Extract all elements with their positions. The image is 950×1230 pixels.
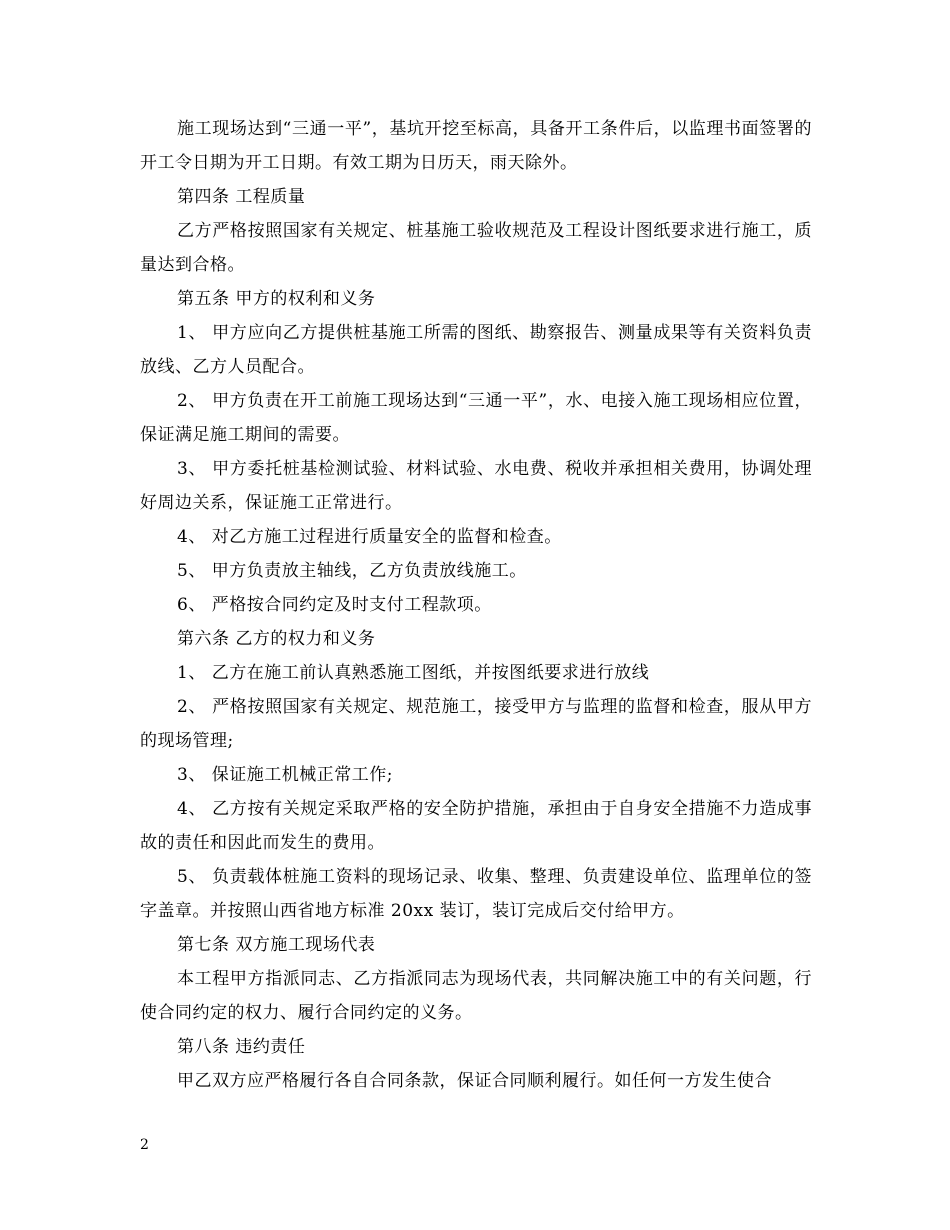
paragraph-construction-start: 施工现场达到“三通一平”，基坑开挖至标高，具备开工条件后，以监理书面签署的开工令日期为开工日期。有效工期为日历天，雨天除外。 [140,119,812,173]
page-number: 2 [140,1137,149,1153]
list-item-party-a-5: 5、 甲方负责放主轴线，乙方负责放线施工。 [177,561,527,581]
list-item-party-b-5: 5、 负责载体桩施工资料的现场记录、收集、整理、负责建设单位、监理单位的签字盖章。并按照山西省地方标准 20xx 装订，装订完成后交付给甲方。 [140,867,812,921]
list-item-party-b-3: 3、 保证施工机械正常工作; [177,765,393,785]
heading-article-4: 第四条 工程质量 [177,187,306,207]
paragraph-site-representatives: 本工程甲方指派同志、乙方指派同志为现场代表，共同解决施工中的有关问题，行使合同约定的权力、履行合同约定的义务。 [140,969,812,1023]
list-item-party-a-1: 1、 甲方应向乙方提供桩基施工所需的图纸、勘察报告、测量成果等有关资料负责放线、乙方人员配合。 [140,323,812,377]
heading-article-5: 第五条 甲方的权利和义务 [177,289,376,309]
list-item-party-a-6: 6、 严格按合同约定及时支付工程款项。 [177,595,492,615]
list-item-party-b-4: 4、 乙方按有关规定采取严格的安全防护措施，承担由于自身安全措施不力造成事故的责任和因此而发生的费用。 [140,799,812,853]
list-item-party-a-4: 4、 对乙方施工过程进行质量安全的监督和检查。 [177,527,562,547]
paragraph-quality: 乙方严格按照国家有关规定、桩基施工验收规范及工程设计图纸要求进行施工，质量达到合格。 [140,221,812,275]
list-item-party-a-3: 3、 甲方委托桩基检测试验、材料试验、水电费、税收并承担相关费用，协调处理好周边关系，保证施工正常进行。 [140,459,812,513]
document-body [140,112,812,1098]
paragraph-breach-liability: 甲乙双方应严格履行各自合同条款，保证合同顺利履行。如任何一方发生使合 [177,1071,772,1091]
list-item-party-b-2: 2、 严格按照国家有关规定、规范施工，接受甲方与监理的监督和检查，服从甲方的现场管理; [140,697,812,751]
heading-article-7: 第七条 双方施工现场代表 [177,935,376,955]
heading-article-8: 第八条 违约责任 [177,1037,306,1057]
list-item-party-a-2: 2、 甲方负责在开工前施工现场达到“三通一平”，水、电接入施工现场相应位置，保证满足施工期间的需要。 [140,391,812,445]
heading-article-6: 第六条 乙方的权力和义务 [177,629,376,649]
list-item-party-b-1: 1、 乙方在施工前认真熟悉施工图纸，并按图纸要求进行放线 [177,663,650,683]
